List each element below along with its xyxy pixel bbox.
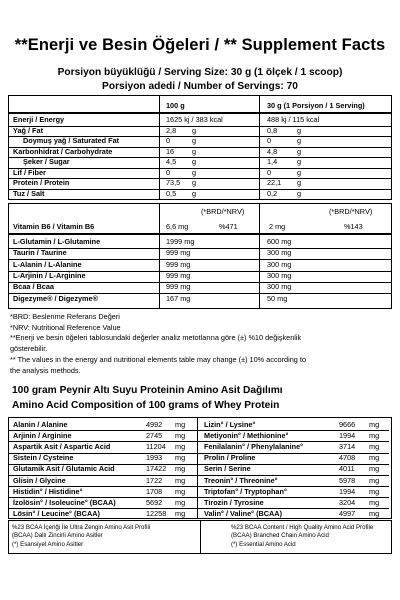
row-nrv-100g: %471 xyxy=(219,222,238,231)
row-value-30g: 2 mg xyxy=(269,222,286,231)
row-unit-30g: g xyxy=(297,157,302,166)
amino-right-value: 9666 xyxy=(339,420,356,429)
row-value-100g: 1999 mg xyxy=(166,237,195,246)
footnote: the analysis methods. xyxy=(10,366,81,375)
row-value-30g: 0 xyxy=(267,136,272,145)
row-label: Doymuş yağ / Saturated Fat xyxy=(23,136,120,145)
amino-right-unit: mg xyxy=(369,431,380,441)
row-value-100g: 0 xyxy=(166,167,171,177)
row-label: L-Arjinin / L-Arginine xyxy=(13,270,86,280)
row-value-100g: 0 xyxy=(166,136,171,145)
amino-right-value: 4708 xyxy=(339,453,356,463)
amino-title-tr: 100 gram Peynir Altı Suyu Proteinin Amino Asit Dağılımı xyxy=(12,385,283,396)
row-divider xyxy=(9,282,391,283)
row-divider xyxy=(9,168,391,169)
amino-right-unit: mg xyxy=(369,464,380,474)
footer-left xyxy=(12,524,150,549)
footer-right-line: %23 BCAA Content / High Quality Amino Acid Profile xyxy=(231,524,374,531)
row-value-100g: 16 xyxy=(166,146,175,156)
amino-left-unit: mg xyxy=(175,486,186,496)
amino-left-unit: mg xyxy=(175,442,186,452)
amino-right-label: Lizin° / Lysine° xyxy=(204,420,256,429)
row-label: Lif / Fiber xyxy=(13,167,46,177)
amino-right-value: 1994 xyxy=(339,486,356,496)
col-30g: 30 g (1 Porsiyon / 1 Serving) xyxy=(267,101,365,110)
row-value-100g: 0,5 xyxy=(166,188,177,198)
footnote: gösterebilir. xyxy=(10,344,48,353)
row-value-30g: 488 kj / 115 kcal xyxy=(267,115,320,124)
row-value-100g: 167 mg xyxy=(166,293,191,303)
header-divider xyxy=(9,112,391,114)
amino-left-value: 11204 xyxy=(146,442,166,452)
row-unit-30g: g xyxy=(297,146,302,156)
row-label: Taurin / Taurine xyxy=(13,248,67,258)
amino-left-label: Histidin° / Histidine° xyxy=(13,486,83,496)
row-unit-100g: g xyxy=(192,125,197,135)
amino-left-unit: mg xyxy=(175,508,186,518)
amino-title-en: Amino Acid Composition of 100 grams of Whey Protein xyxy=(12,400,280,411)
amino-right-label: Metiyonin° / Methionine° xyxy=(204,431,289,441)
amino-left-value: 12258 xyxy=(146,508,167,518)
amino-right-label: Serin / Serine xyxy=(204,464,251,474)
amino-left-value: 5692 xyxy=(146,497,163,507)
amino-left-unit: mg xyxy=(175,464,186,474)
row-label: Karbonhidrat / Carbohydrate xyxy=(13,146,113,156)
amino-right-label: Prolin / Proline xyxy=(204,453,256,463)
row-value-100g: 4,5 xyxy=(166,157,177,166)
footer-right-line: (*) Essential Amino Acid xyxy=(231,540,296,548)
amino-right-value: 1994 xyxy=(339,431,356,441)
amino-left-value: 4992 xyxy=(146,420,163,429)
amino-right-unit: mg xyxy=(369,486,380,496)
row-label: Enerji / Energy xyxy=(13,115,65,124)
row-value-30g: 1,4 xyxy=(267,157,278,166)
amino-right-label: Tirozin / Tyrosine xyxy=(204,497,264,507)
amino-left-unit: mg xyxy=(175,475,186,485)
amino-right-value: 3204 xyxy=(339,497,356,507)
row-divider xyxy=(9,189,391,190)
amino-right-value: 5978 xyxy=(339,475,356,485)
col-divider xyxy=(259,96,260,200)
footer-left-line: %23 BCAA İçeriği İle Ultra Zengin Amino Asit Profili xyxy=(12,524,151,531)
amino-left-label: İzolösin° / Isoleucine° (BCAA) xyxy=(13,497,116,507)
row-value-30g: 0,2 xyxy=(267,188,278,198)
amino-left-value: 1993 xyxy=(146,453,163,463)
col-divider xyxy=(197,418,198,519)
amino-left-unit: mg xyxy=(175,497,186,507)
row-unit-30g: g xyxy=(297,188,302,198)
amino-right-label: Triptofan° / Tryptophan° xyxy=(204,486,287,496)
amino-right-unit: mg xyxy=(369,453,380,463)
amino-right-unit: mg xyxy=(369,508,380,518)
footnote: *BRD: Beslenme Referans Değeri xyxy=(10,312,120,321)
amino-right-value: 4997 xyxy=(339,508,356,518)
footer-left-line: (BCAA) Dallı Zincirli Amino Asitler xyxy=(12,532,103,540)
amino-left-value: 17422 xyxy=(146,464,167,474)
amino-left-label: Lösin° / Leucine° (BCAA) xyxy=(13,508,100,518)
amino-left-value: 2745 xyxy=(146,431,163,441)
row-unit-30g: g xyxy=(297,167,302,177)
col-divider xyxy=(159,96,160,200)
amino-right-unit: mg xyxy=(369,442,380,452)
row-label: Bcaa / Bcaa xyxy=(13,282,54,292)
amino-left-label: Alanin / Alanine xyxy=(13,420,68,429)
col-100g: 100 g xyxy=(166,101,185,110)
row-unit-100g: g xyxy=(192,167,197,177)
row-value-100g: 999 mg xyxy=(166,248,191,258)
amino-right-unit: mg xyxy=(369,475,380,485)
row-value-30g: 300 mg xyxy=(267,259,292,269)
row-value-30g: 600 mg xyxy=(267,237,292,246)
nutrition-table xyxy=(8,95,392,200)
row-label: L-Glutamin / L-Glutamine xyxy=(13,237,101,246)
row-label: L-Alanin / L-Alanine xyxy=(13,259,82,269)
row-label: Tuz / Salt xyxy=(13,188,45,198)
row-divider xyxy=(9,126,391,127)
footer-box xyxy=(8,520,392,554)
row-unit-100g: g xyxy=(192,157,197,166)
row-label: Şeker / Sugar xyxy=(23,157,70,166)
row-unit-100g: g xyxy=(192,188,197,198)
row-unit-100g: g xyxy=(192,146,197,156)
footnote: ** The values in the energy and nutritional elements table may change (±) 10% according to xyxy=(10,355,306,364)
row-value-100g: 2,8 xyxy=(166,125,177,135)
page-title: **Enerji ve Besin Öğeleri / ** Supplement Facts xyxy=(14,36,386,54)
row-nrv-30g: %143 xyxy=(344,222,363,231)
row-label: Vitamin B6 / Vitamin B6 xyxy=(13,222,95,231)
amino-acid-table xyxy=(8,417,392,519)
vitamin-divider xyxy=(9,233,391,235)
serving-size: Porsiyon büyüklüğü / Serving Size: 30 g (1 ölçek / 1 scoop) xyxy=(57,67,343,78)
amino-left-label: Arjinin / Arginine xyxy=(13,431,72,441)
row-label: Yağ / Fat xyxy=(13,125,44,135)
amino-left-unit: mg xyxy=(175,453,186,463)
amino-left-value: 1708 xyxy=(146,486,163,496)
row-value-30g: 22,1 xyxy=(267,178,282,187)
row-label: Digezyme® / Digezyme® xyxy=(13,293,98,303)
row-value-100g: 1625 kj / 383 kcal xyxy=(166,115,223,124)
amino-right-value: 3714 xyxy=(339,442,356,452)
row-value-100g: 6,6 mg xyxy=(166,222,189,231)
amino-left-label: Glisin / Glycine xyxy=(13,475,66,485)
row-value-100g: 999 mg xyxy=(166,259,191,269)
row-value-30g: 50 mg xyxy=(267,293,288,303)
footnote: *NRV: Nutritional Reference Value xyxy=(10,323,121,332)
row-value-30g: 0,8 xyxy=(267,125,278,135)
row-unit-30g: g xyxy=(297,125,302,135)
row-unit-30g: g xyxy=(297,178,302,187)
amino-left-label: Glutamik Asit / Glutamic Acid xyxy=(13,464,115,474)
footer-divider xyxy=(200,521,201,554)
amino-right-unit: mg xyxy=(369,420,380,429)
row-value-100g: 999 mg xyxy=(166,270,191,280)
brd-label-2: (*BRD/*NRV) xyxy=(329,207,373,216)
row-value-30g: 4,8 xyxy=(267,146,278,156)
servings-count: Porsiyon adedi / Number of Servings: 70 xyxy=(102,81,298,92)
amino-left-label: Aspartik Asit / Aspartic Acid xyxy=(13,442,111,452)
row-value-30g: 0 xyxy=(267,167,272,177)
footer-right-line: (BCAA) Branched Chain Amino Acid xyxy=(231,532,329,540)
amino-left-unit: mg xyxy=(175,420,186,429)
footer-left-line: (*) Esansiyel Amino Asitler xyxy=(12,540,84,548)
amino-right-label: Treonin° / Threonine° xyxy=(204,475,278,485)
vitamin-table xyxy=(8,203,392,309)
row-value-30g: 300 mg xyxy=(267,248,292,258)
row-value-100g: 999 mg xyxy=(166,282,191,292)
row-value-30g: 300 mg xyxy=(267,282,292,292)
amino-left-label: Sistein / Cysteine xyxy=(13,453,74,463)
row-divider xyxy=(9,475,389,476)
row-unit-30g: g xyxy=(297,136,302,145)
row-unit-100g: g xyxy=(192,136,197,145)
row-label: Protein / Protein xyxy=(13,178,70,187)
amino-right-unit: mg xyxy=(369,497,380,507)
amino-right-label: Valin° / Valine° (BCAA) xyxy=(204,508,283,518)
amino-right-value: 4011 xyxy=(339,464,355,474)
brd-label-1: (*BRD/*NRV) xyxy=(201,207,245,216)
amino-right-label: Fenilalanin° / Phenylalanine° xyxy=(204,442,304,452)
row-unit-100g: g xyxy=(192,178,197,187)
amino-left-value: 1722 xyxy=(146,475,163,485)
amino-left-unit: mg xyxy=(175,431,186,441)
row-value-100g: 73,5 xyxy=(166,178,181,187)
footnote: **Enerji ve besin öğeleri tablosundaki değerler analiz metotlarına göre (±) %10 değişkenlik xyxy=(10,333,302,342)
row-value-30g: 300 mg xyxy=(267,270,292,280)
footer-right xyxy=(231,524,373,549)
